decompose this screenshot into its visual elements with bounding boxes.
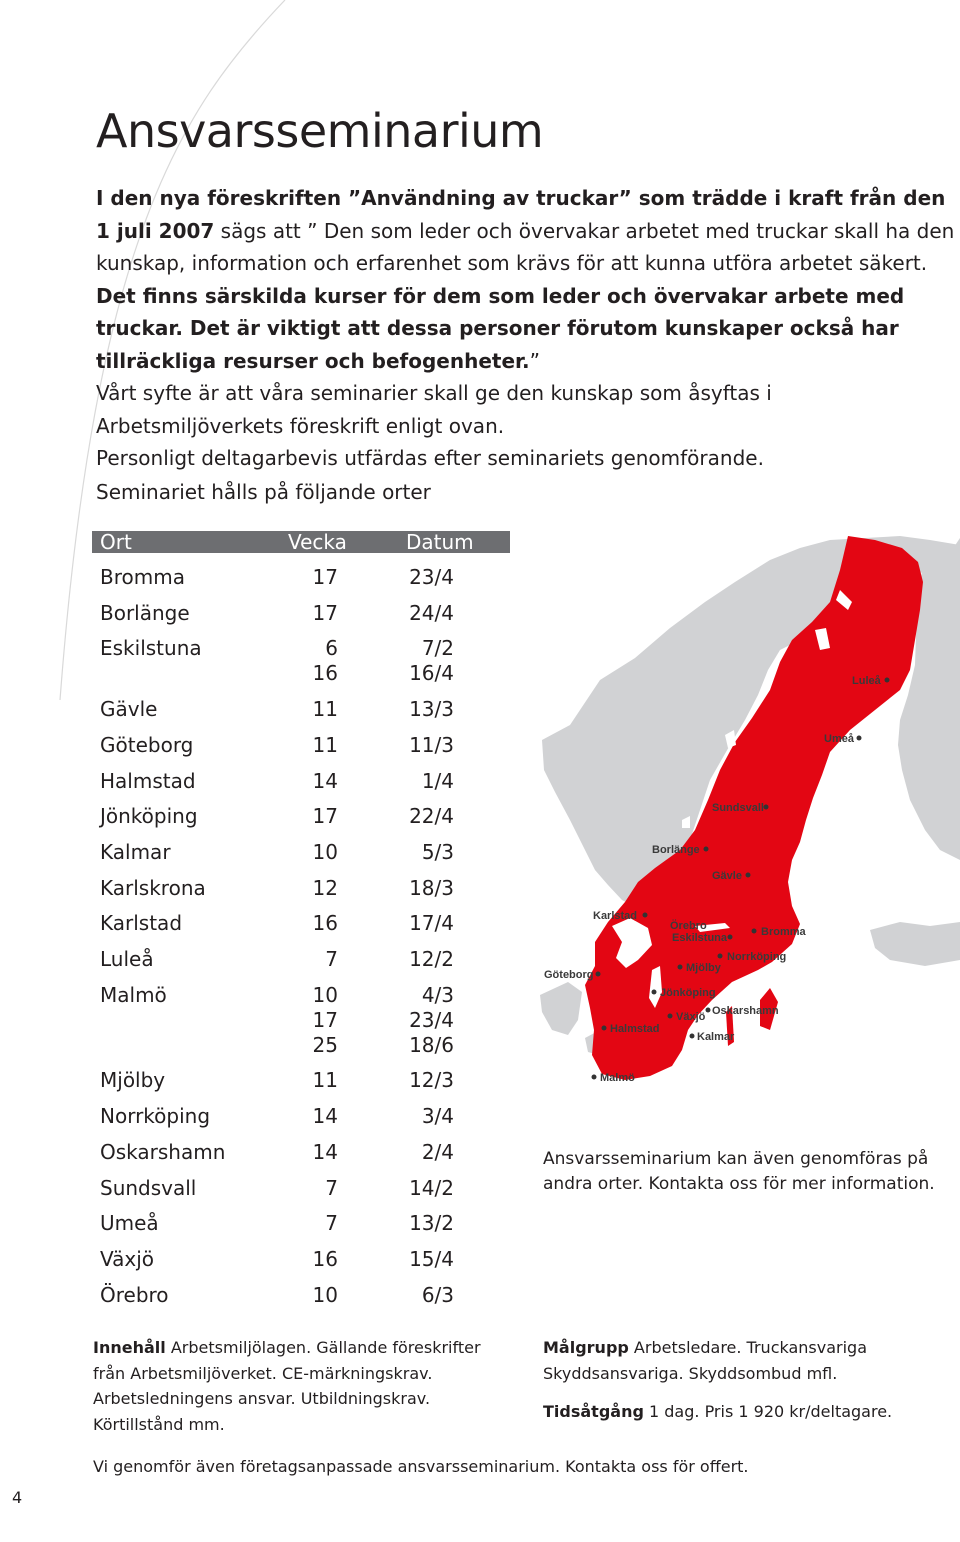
cell-datum: 5/3 [421, 839, 454, 864]
cell-datum: 14/2 [409, 1175, 454, 1200]
map-label-gavle: Gävle [712, 870, 742, 882]
map-label-bromma: Bromma [761, 926, 806, 938]
cell-datum: 24/4 [409, 600, 454, 625]
header-vecka: Vecka [288, 530, 347, 554]
map-label-oskarshamn: Oskarshamn [712, 1005, 779, 1017]
map-dot-bromma [752, 929, 757, 934]
cell-datum: 17/4 [409, 911, 454, 936]
map-dot-vaxjo [668, 1014, 673, 1019]
map-dot-jonkoping [652, 990, 657, 995]
innehall-text: Arbetsmiljölagen. Gällande föreskrifter från Arbetsmiljöverket. CE-märkningskrav. Arbetsledningens ansvar. Utbildningskrav. Körtillstånd mm. [93, 1338, 481, 1434]
cell-datum: 16/4 [409, 661, 454, 686]
map-dot-borlange [704, 847, 709, 852]
cell-datum: 11/3 [409, 732, 454, 757]
footer-malgrupp [543, 1335, 873, 1386]
map-label-jonkoping: Jönköping [660, 987, 716, 999]
cell-vecka: 25 [312, 1032, 338, 1057]
cell-ort: Borlänge [100, 600, 190, 625]
cell-datum: 2/4 [421, 1139, 454, 1164]
map-dot-eskilstuna [728, 935, 733, 940]
sweden-map [530, 530, 960, 1100]
cell-datum: 15/4 [409, 1246, 454, 1271]
cell-vecka: 7 [325, 947, 338, 971]
cell-ort: Växjö [100, 1246, 155, 1271]
malgrupp-label: Målgrupp [543, 1338, 629, 1357]
page-title: Ansvarsseminarium [96, 104, 544, 158]
cell-ort: Bromma [100, 565, 185, 589]
map-label-lulea: Luleå [852, 675, 881, 687]
map-dot-norrkoping [718, 954, 723, 959]
map-dot-lulea [885, 678, 890, 683]
cell-datum: 6/3 [421, 1282, 454, 1307]
map-dot-sundsvall [764, 805, 769, 810]
map-label-kalmar: Kalmar [697, 1031, 735, 1043]
cell-datum: 1/4 [421, 768, 454, 793]
tidsatgang-text: 1 dag. Pris 1 920 kr/deltagare. [643, 1402, 893, 1421]
cell-ort: Luleå [100, 947, 154, 971]
cell-ort: Gävle [100, 697, 158, 722]
intro-text [96, 182, 958, 475]
map-label-goteborg: Göteborg [544, 969, 594, 981]
map-label-norrkoping: Norrköping [727, 951, 787, 963]
cell-datum: 13/3 [409, 697, 454, 722]
tidsatgang-label: Tidsåtgång [543, 1402, 644, 1421]
cell-datum: 4/3 [421, 982, 454, 1007]
map-label-sundsvall: Sundsvall [712, 802, 764, 814]
cell-ort: Umeå [100, 1211, 159, 1236]
cell-ort: Kalmar [100, 839, 171, 864]
footer-offer: Vi genomför även företagsanpassade ansvarsseminarium. Kontakta oss för offert. [93, 1457, 749, 1476]
map-label-umea: Umeå [824, 733, 854, 745]
cell-ort: Mjölby [100, 1068, 166, 1093]
map-dot-karlstad [643, 913, 648, 918]
cell-vecka: 17 [312, 600, 338, 625]
cell-datum: 23/4 [409, 1007, 454, 1032]
header-ort: Ort [100, 530, 132, 554]
cell-vecka: 6 [325, 636, 338, 661]
cell-vecka: 11 [312, 732, 338, 757]
cell-datum: 23/4 [409, 565, 454, 589]
header-datum: Datum [406, 530, 474, 554]
map-note: Ansvarsseminarium kan även genomföras på andra orter. Kontakta oss för mer information. [543, 1149, 935, 1194]
map-label-mjolby: Mjölby [686, 962, 721, 974]
cell-datum: 18/6 [409, 1032, 454, 1057]
schedule-heading: Seminariet hålls på följande orter [96, 480, 431, 504]
schedule-table-header [92, 531, 510, 553]
cell-vecka: 17 [312, 565, 338, 589]
cell-datum: 12/3 [409, 1068, 454, 1093]
cell-ort: Örebro [100, 1282, 169, 1307]
intro-lead-rest: sägs att ” Den som leder och övervakar arbetet med truckar skall ha den kunskap, information och erfarenhet som krävs för att kunna utföra arbetet säkert. [96, 218, 955, 275]
map-label-malmo: Malmö [600, 1072, 635, 1084]
intro-certificate: Personligt deltagarbevis utfärdas efter seminariets genomförande. [96, 446, 764, 470]
footer-tidsatgang [543, 1399, 943, 1425]
map-dot-kalmar [690, 1034, 695, 1039]
innehall-label: Innehåll [93, 1338, 166, 1357]
map-dot-mjolby [678, 965, 683, 970]
cell-datum: 12/2 [409, 947, 454, 971]
map-label-borlange: Borlänge [652, 844, 700, 856]
cell-datum: 22/4 [409, 804, 454, 829]
cell-vecka: 10 [312, 839, 338, 864]
cell-vecka: 11 [312, 1068, 338, 1093]
cell-vecka: 12 [312, 875, 338, 900]
page-number: 4 [12, 1488, 23, 1507]
cell-vecka: 17 [312, 1007, 338, 1032]
cell-vecka: 14 [312, 1139, 338, 1164]
cell-vecka: 14 [312, 768, 338, 793]
cell-ort: Oskarshamn [100, 1139, 226, 1164]
cell-ort: Sundsvall [100, 1175, 197, 1200]
map-dot-gavle [746, 873, 751, 878]
cell-ort: Karlstad [100, 911, 183, 936]
map-label-vaxjo: Växjö [676, 1011, 706, 1023]
intro-lead-bold: I den nya föreskriften ”Användning av truckar” som trädde i kraft från den 1 juli 2007 [96, 186, 946, 243]
cell-ort: Karlskrona [100, 875, 206, 900]
cell-ort: Göteborg [100, 732, 194, 757]
cell-ort: Malmö [100, 982, 167, 1007]
cell-vecka: 16 [312, 911, 338, 936]
cell-ort: Eskilstuna [100, 636, 202, 661]
map-label-eskilstuna: Eskilstuna [672, 932, 728, 944]
malgrupp-text: Arbetsledare. Truckansvariga Skyddsansvariga. Skyddsombud mfl. [543, 1338, 868, 1383]
cell-ort: Norrköping [100, 1104, 211, 1129]
cell-vecka: 7 [325, 1211, 338, 1236]
cell-ort: Halmstad [100, 768, 196, 793]
cell-vecka: 17 [312, 804, 338, 829]
intro-purpose: Vårt syfte är att våra seminarier skall ge den kunskap som åsyftas i Arbetsmiljöverkets föreskrift enligt ovan. [96, 381, 772, 438]
cell-datum: 7/2 [421, 636, 454, 661]
cell-datum: 3/4 [421, 1104, 454, 1129]
map-dot-malmo [592, 1075, 597, 1080]
map-dot-umea [857, 736, 862, 741]
map-label-halmstad: Halmstad [610, 1023, 660, 1035]
map-dot-goteborg [596, 972, 601, 977]
map-label-karlstad: Karlstad [593, 910, 638, 922]
map-dot-oskarshamn [706, 1008, 711, 1013]
cell-vecka: 16 [312, 1246, 338, 1271]
cell-vecka: 11 [312, 697, 338, 722]
map-dot-halmstad [602, 1026, 607, 1031]
cell-vecka: 10 [312, 1282, 338, 1307]
cell-datum: 13/2 [409, 1211, 454, 1236]
map-label-orebro: Örebro [670, 920, 707, 932]
footer-innehall [93, 1335, 488, 1437]
cell-datum: 18/3 [409, 875, 454, 900]
cell-vecka: 7 [325, 1175, 338, 1200]
cell-ort: Jönköping [100, 804, 198, 829]
cell-vecka: 16 [312, 661, 338, 686]
intro-quote-bold: Det finns särskilda kurser för dem som leder och övervakar arbete med truckar. Det är viktigt att dessa personer förutom kunskaper också har tillräckliga resurser och befogenheter. [96, 283, 905, 373]
cell-vecka: 10 [312, 982, 338, 1007]
cell-vecka: 14 [312, 1104, 338, 1129]
intro-quote-end: ” [529, 348, 541, 373]
